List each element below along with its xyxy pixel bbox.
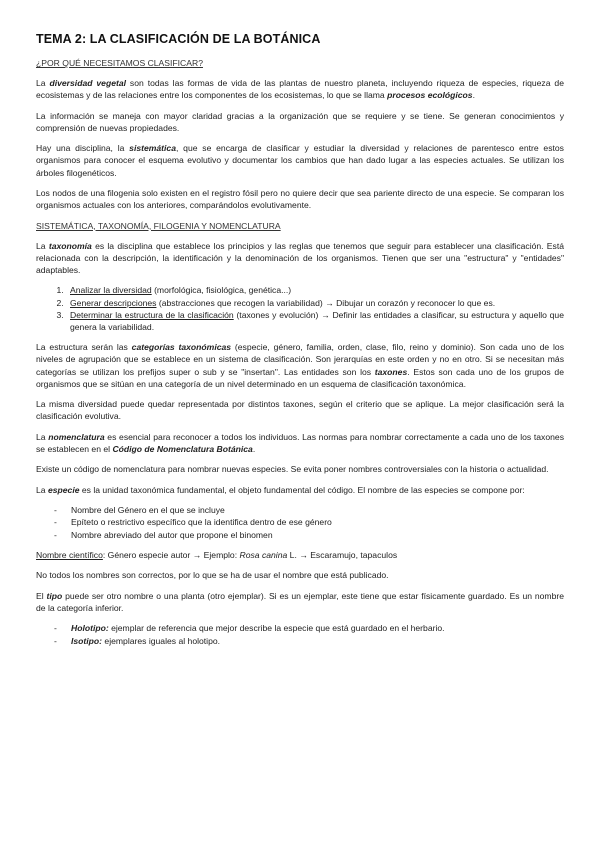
numbered-list-steps (36, 284, 564, 333)
term-sistematica: sistemática (129, 143, 176, 154)
term-codigo-nomenclatura: Código de Nomenclatura Botánica (112, 443, 253, 454)
dash-list-species-name (36, 504, 564, 541)
paragraph-nomenclature-code: Existe un código de nomenclatura para nombrar nuevas especies. Se evita poner nombres controversiales con la historia o actualidad. (36, 464, 549, 475)
term-procesos-ecologicos: procesos ecológicos (387, 90, 473, 101)
term-taxones: taxones (374, 366, 408, 377)
dash-list-types (36, 622, 564, 646)
list-item: - Isotipo: ejemplares iguales al holotipo. (54, 635, 564, 647)
paragraph-taxonomy: La taxonomía es la disciplina que establece los principios y las reglas que tenemos que seguir para establecer una clasificación. Está relacionada con la descripción, la identificación y la denominación de los organismos. Tienen que ser una "estructura" y "entidades" adaptables. (36, 240, 564, 275)
list-item: 1. Analizar la diversidad (morfológica, fisiológica, genética...) (66, 284, 564, 296)
paragraph-correct-names: No todos los nombres son correctos, por lo que se ha de usar el nombre que está publicado. (36, 570, 389, 581)
list-item: - Nombre del Género en el que se incluye (54, 504, 564, 516)
section-heading-classify: ¿POR QUÉ NECESITAMOS CLASIFICAR? (36, 58, 203, 68)
list-item: 2. Generar descripciones (abstracciones que recogen la variabilidad) → Dibujar un corazón y reconocer lo que es. (66, 297, 564, 309)
example-rosa-canina: Rosa canina (239, 549, 288, 560)
term-nomenclatura: nomenclatura (48, 431, 105, 442)
term-diversidad-vegetal: diversidad vegetal (49, 78, 127, 88)
section-heading-systematics: SISTEMÁTICA, TAXONOMÍA, FILOGENIA Y NOMENCLATURA (36, 220, 281, 231)
paragraph-information: La información se maneja con mayor claridad gracias a la organización que se requiere y se tiene. Se generan conocimientos y comprensión de nuevas propiedades. (36, 110, 564, 133)
term-taxonomia: taxonomía (48, 240, 92, 251)
list-item: - Nombre abreviado del autor que propone el binomen (54, 529, 564, 541)
paragraph-species: La especie es la unidad taxonómica fundamental, el objeto fundamental del código. El nombre de las especies se compone por: (36, 484, 525, 495)
paragraph-type: El tipo puede ser otro nombre o una planta (otro ejemplar). Si es un ejemplar, este tiene que estar físicamente guardado. Es un nombre de la categoría inferior. (36, 590, 565, 613)
document-title: TEMA 2: LA CLASIFICACIÓN DE LA BOTÁNICA (36, 32, 321, 46)
paragraph-scientific-name: Nombre científico: Género especie autor → Ejemplo: Rosa canina L. → Escaramujo, tapaculos (36, 549, 398, 560)
term-tipo: tipo (46, 590, 63, 601)
paragraph-same-diversity: La misma diversidad puede quedar representada por distintos taxones, según el criterio que se aplique. La mejor clasificación será la clasificación evolutiva. (36, 399, 564, 422)
term-categorias-taxonomicas: categorías taxonómicas (131, 342, 232, 353)
paragraph-taxonomic-categories: La estructura serán las categorías taxonómicas (especie, género, familia, orden, clase, filo, reino y dominio). Son cada uno de los niveles de agrupación que se establece en un sistema de clasificación. Son jerarquías en este orden y no en otro. Si se necesitan más categorías se utilizan los prefijos super o sub y se "insertan". Las entidades son los taxones. Estos son cada uno de los grupos de organismos que se sitúan en una categoría de un nivel determinado en un esquema de clasificación taxonómica. (36, 342, 564, 389)
term-especie: especie (47, 484, 80, 495)
paragraph-nomenclature: La nomenclatura es esencial para reconocer a todos los individuos. Las normas para nombrar correctamente a cada uno de los taxones se establecen en el Código de Nomenclatura Botánica. (36, 431, 564, 454)
paragraph-phylogeny-nodes: Los nodos de una filogenia solo existen en el registro fósil pero no quiere decir que sea pariente directo de una especie. Se comparan los organismos actuales con los anteriores, comparándolos evolutivamente. (36, 187, 564, 211)
list-item: - Epíteto o restrictivo específico que la identifica dentro de ese género (54, 516, 564, 528)
term-nombre-cientifico: Nombre científico (36, 549, 103, 560)
paragraph-systematics: Hay una disciplina, la sistemática, que se encarga de clasificar y estudiar la diversidad y relaciones de parentesco entre estos organismos para conocer el esquema evolutivo y documentar los cambios que han dado lugar a las especies actuales. Se utilizan los árboles filogenéticos. (36, 143, 564, 178)
document-page (36, 32, 564, 655)
list-item: 3. Determinar la estructura de la clasificación (taxones y evolución) → Definir las entidades a clasificar, su estructura y aquello que genera la variabilidad. (66, 309, 564, 333)
paragraph-diversity: La diversidad vegetal son todas las formas de vida de las plantas de nuestro planeta, incluyendo riqueza de especies, riqueza de ecosistemas y de las relaciones entre los componentes de los ecosistemas, lo que se llama procesos ecológicos. (36, 78, 564, 101)
list-item: - Holotipo: ejemplar de referencia que mejor describe la especie que está guardado en el herbario. (54, 622, 564, 634)
